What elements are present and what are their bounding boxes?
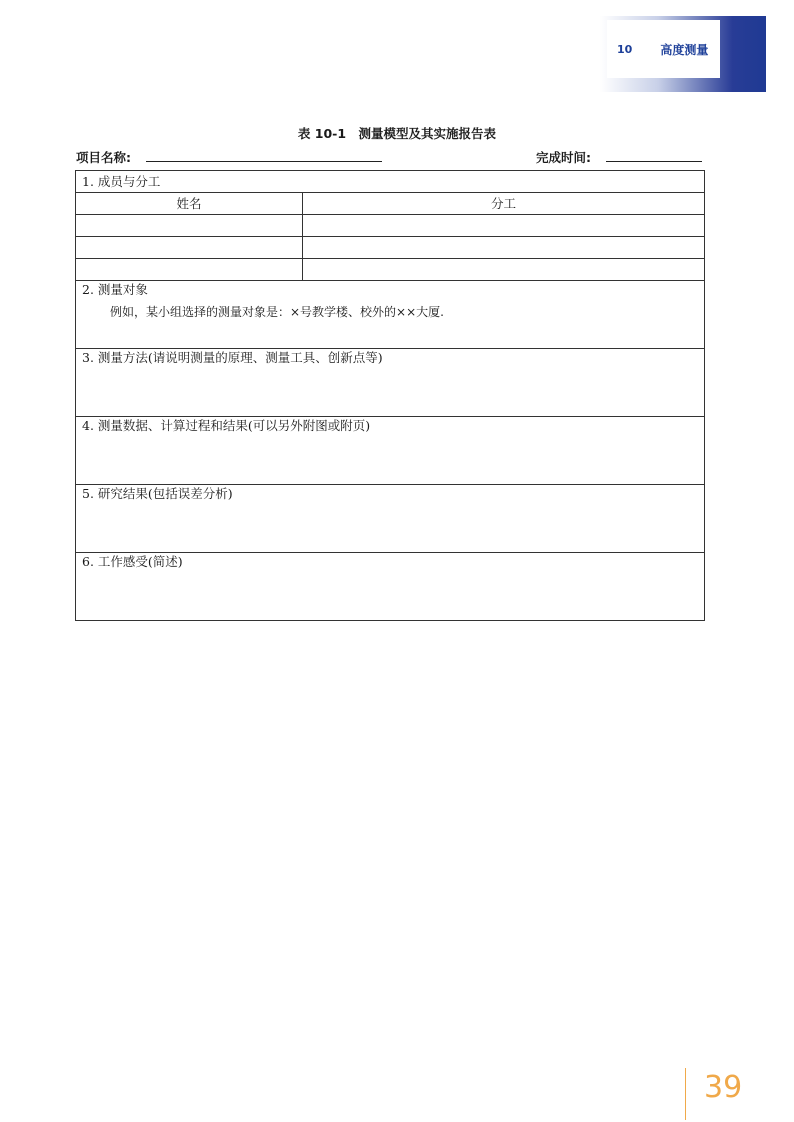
table-caption: 表 10-1 测量模型及其实施报告表 [297,126,497,141]
member-role-cell[interactable] [303,215,705,237]
member-role-cell[interactable] [303,259,705,281]
section-method-row [76,349,705,417]
member-row [76,215,705,237]
section-object-cell[interactable] [76,281,705,349]
section-reflection-row [76,553,705,621]
completion-date-field[interactable] [606,161,702,162]
column-header-role: 分工 [303,193,705,215]
project-name-label: 项目名称: [76,150,131,165]
chapter-header [607,20,720,78]
section-reflection-cell[interactable] [76,553,705,621]
section-result-title: 5. 研究结果(包括误差分析) [82,486,233,501]
chapter-number: 10 [617,42,633,56]
page-number-divider [685,1068,686,1120]
member-row [76,259,705,281]
section-object-example: 例如，某小组选择的测量对象是：×号教学楼、校外的××大厦. [110,305,444,319]
section-object-title: 2. 测量对象 [82,282,148,297]
page-number: 39 [704,1070,743,1105]
report-form-table [75,170,705,621]
member-header-row [76,193,705,215]
section-object-row [76,281,705,349]
section-data-cell[interactable] [76,417,705,485]
section-data-row [76,417,705,485]
member-role-cell[interactable] [303,237,705,259]
section-data-title: 4. 测量数据、计算过程和结果(可以另外附图或附页) [82,418,371,433]
section-method-title: 3. 测量方法(请说明测量的原理、测量工具、创新点等) [82,350,383,365]
column-header-name: 姓名 [76,193,303,215]
member-name-cell[interactable] [76,237,303,259]
member-name-cell[interactable] [76,215,303,237]
chapter-title: 高度测量 [660,42,709,57]
section-method-cell[interactable] [76,349,705,417]
section-reflection-title: 6. 工作感受(简述) [82,554,183,569]
section-result-cell[interactable] [76,485,705,553]
project-name-field[interactable] [146,161,382,162]
member-name-cell[interactable] [76,259,303,281]
project-info-row [76,148,704,166]
section-members-title: 1. 成员与分工 [76,171,705,193]
completion-date-label: 完成时间: [536,150,591,165]
section-members-row [76,171,705,193]
section-result-row [76,485,705,553]
member-row [76,237,705,259]
